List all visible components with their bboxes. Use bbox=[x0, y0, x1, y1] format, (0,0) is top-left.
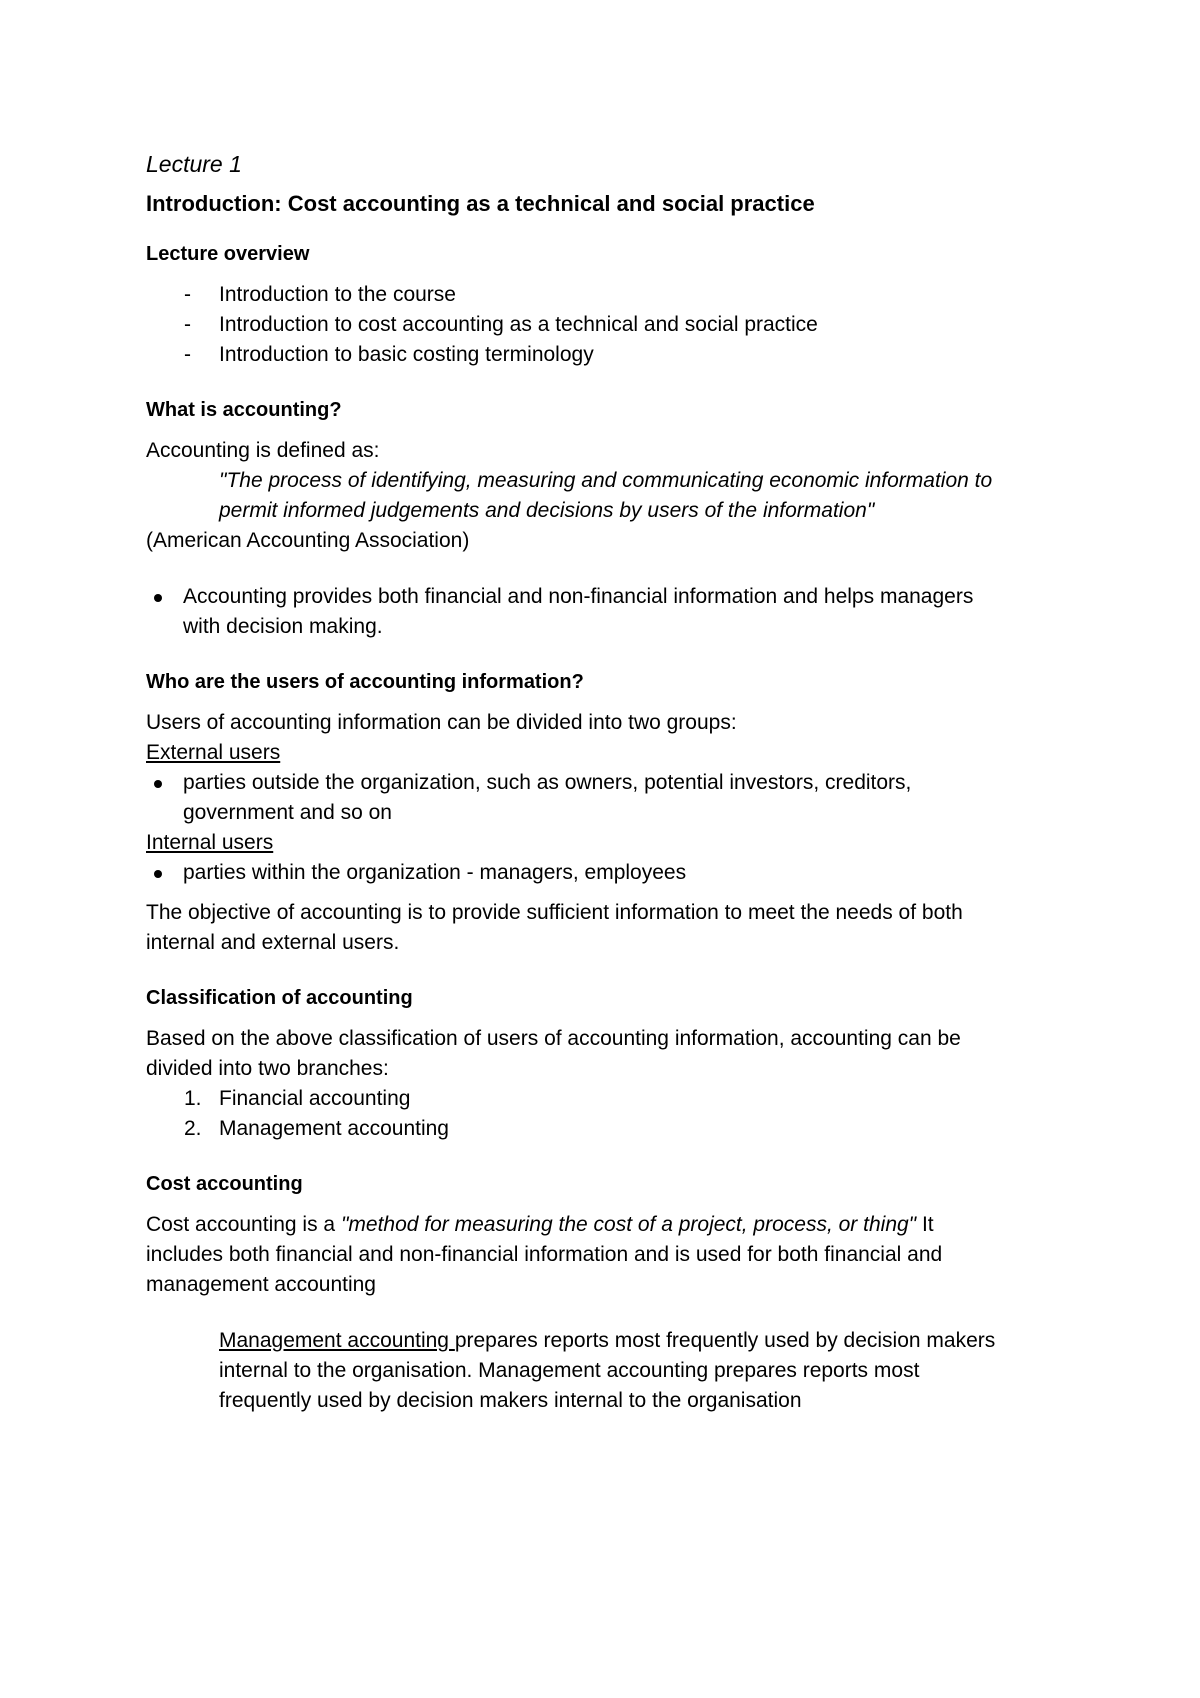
cost-accounting-text: includes both financial and non-financial information and is used for both financial and bbox=[146, 1243, 943, 1266]
list-item bbox=[146, 280, 1066, 310]
classification-heading: Classification of accounting bbox=[146, 987, 413, 1009]
cost-accounting-text: management accounting bbox=[146, 1273, 376, 1296]
internal-users-list bbox=[146, 858, 1066, 888]
definition-quote-line: "The process of identifying, measuring and communicating economic information to bbox=[219, 469, 993, 492]
branches-list bbox=[146, 1084, 1066, 1144]
overview-heading: Lecture overview bbox=[146, 243, 310, 265]
definition-source: (American Accounting Association) bbox=[146, 529, 470, 552]
definition-quote-line: permit informed judgements and decisions by users of the information" bbox=[219, 499, 875, 522]
dash-marker: - bbox=[184, 343, 191, 366]
list-item-label: Introduction to the course bbox=[219, 283, 456, 306]
users-heading: Who are the users of accounting information? bbox=[146, 671, 584, 693]
cost-accounting-heading: Cost accounting bbox=[146, 1173, 303, 1195]
page-title: Introduction: Cost accounting as a technical and social practice bbox=[146, 191, 815, 216]
what-is-heading: What is accounting? bbox=[146, 399, 342, 421]
classification-text: Based on the above classification of users of accounting information, accounting can be bbox=[146, 1027, 961, 1050]
accounting-bullets bbox=[146, 582, 1066, 642]
external-users-list bbox=[146, 768, 1066, 828]
cost-accounting-text: Cost accounting is a "method for measuring the cost of a project, process, or thing" It bbox=[146, 1213, 934, 1236]
bullet-icon bbox=[154, 780, 162, 788]
list-item bbox=[146, 310, 1066, 340]
lecture-label: Lecture 1 bbox=[146, 151, 242, 177]
external-users-label: External users bbox=[146, 741, 281, 764]
classification-text: divided into two branches: bbox=[146, 1057, 389, 1080]
overview-list bbox=[146, 280, 1066, 370]
objective-text: The objective of accounting is to provide sufficient information to meet the needs of both bbox=[146, 901, 963, 924]
list-item: Accounting provides both financial and non-financial information and helps managers with decision making. bbox=[146, 582, 1066, 642]
list-item: 2. Management accounting bbox=[184, 1117, 449, 1140]
internal-users-label: Internal users bbox=[146, 831, 274, 854]
list-item-label: Introduction to cost accounting as a technical and social practice bbox=[219, 313, 818, 336]
list-item-label: Introduction to basic costing terminology bbox=[219, 343, 594, 366]
dash-marker: - bbox=[184, 313, 191, 336]
bullet-icon bbox=[154, 594, 162, 602]
definition-intro: Accounting is defined as: bbox=[146, 439, 380, 462]
list-item: parties within the organization - managers, employees bbox=[146, 858, 1066, 888]
management-accounting-block: Management accounting prepares reports most frequently used by decision makers internal to the organisation. Management accounting prepares reports most frequently used by decision makers internal to the organisation bbox=[219, 1329, 996, 1412]
list-item bbox=[146, 340, 1066, 370]
document-page bbox=[146, 148, 1066, 1416]
management-accounting-term: Management accounting bbox=[219, 1329, 455, 1352]
users-intro: Users of accounting information can be divided into two groups: bbox=[146, 711, 737, 734]
objective-text: internal and external users. bbox=[146, 931, 400, 954]
list-item: 1. Financial accounting bbox=[184, 1087, 411, 1110]
list-item: parties outside the organization, such as owners, potential investors, creditors, government and so on bbox=[146, 768, 1066, 828]
bullet-icon bbox=[154, 870, 162, 878]
dash-marker: - bbox=[184, 283, 191, 306]
